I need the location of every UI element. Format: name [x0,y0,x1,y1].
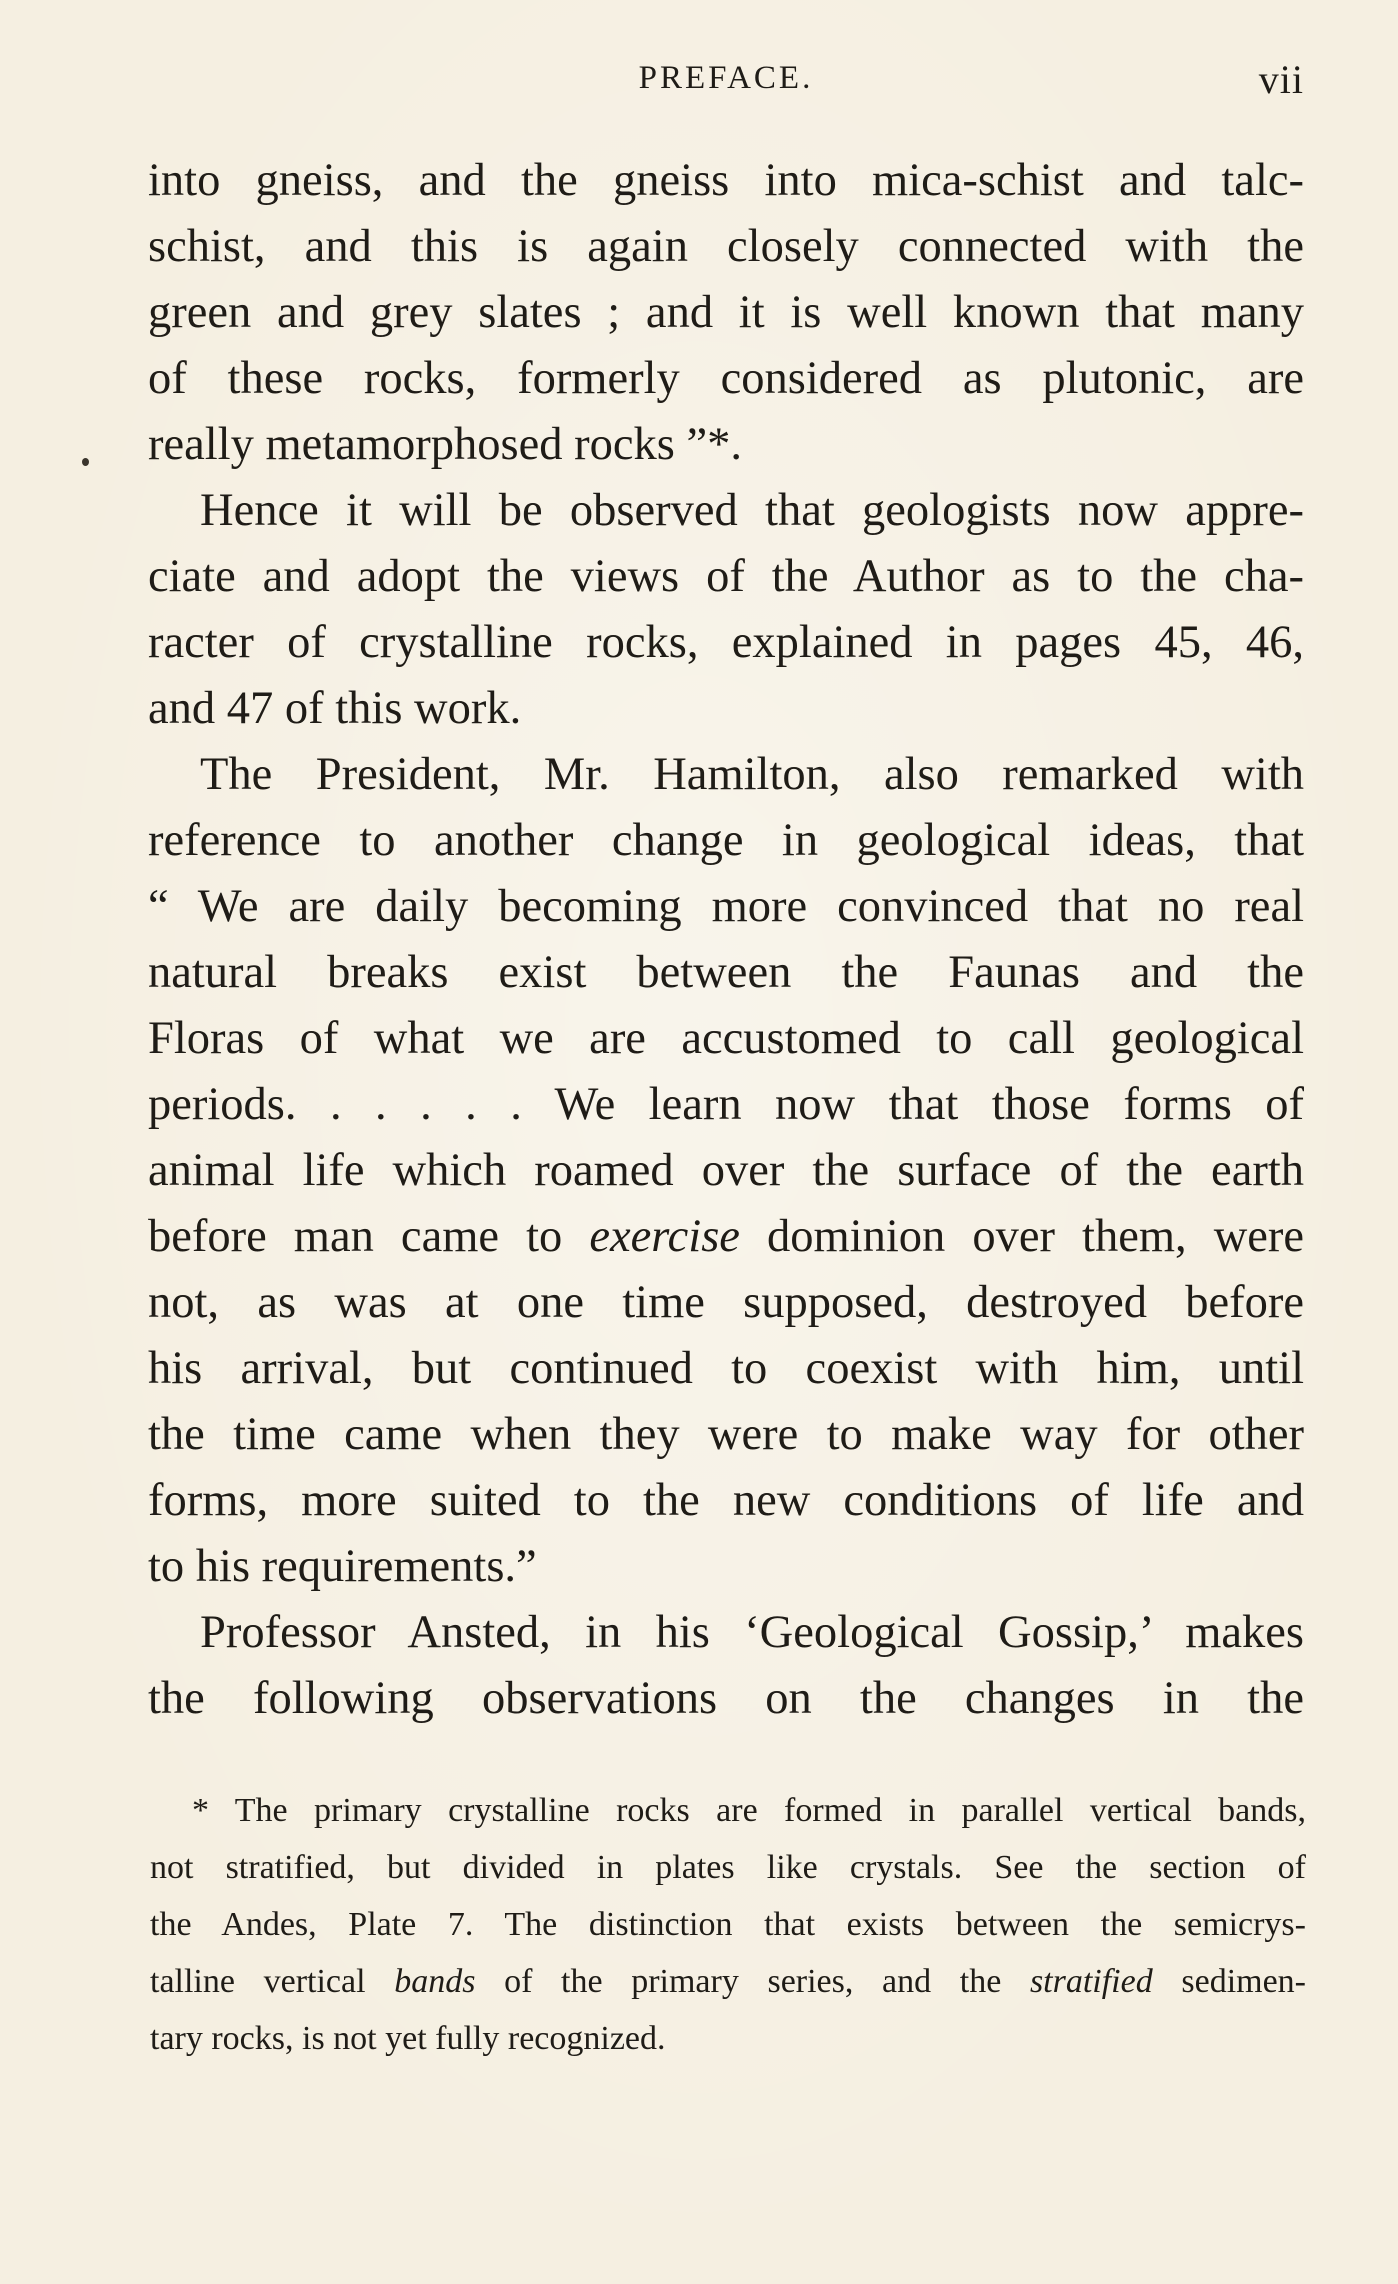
text-segment: talline vertical [150,1963,366,2000]
text-line: Hence it will be observed that geologists now appre- [200,485,1304,536]
text-line: the time came when they were to make way for other [148,1409,1304,1460]
text-line: not, as was at one time supposed, destroyed before [148,1277,1304,1328]
text-line: periods. . . . . . We learn now that those forms of [148,1079,1304,1130]
text-line: ciate and adopt the views of the Author as to the cha- [148,551,1304,602]
text-segment: sedimen- [1181,1963,1307,2000]
text-line: to his requirements.” [148,1541,537,1592]
text-line: reference to another change in geological ideas, that [148,815,1304,866]
text-line: really metamorphosed rocks ”*. [148,419,742,470]
footnote-line: not stratified, but divided in plates like crystals. See the section of [150,1849,1306,1886]
text-segment: dominion over them, were [767,1211,1305,1262]
running-title: PREFACE. [638,60,814,96]
text-line: Professor Ansted, in his ‘Geological Gossip,’ makes [200,1607,1304,1658]
footnote-line [150,1953,1306,2010]
footnote-line: the Andes, Plate 7. The distinction that exists between the semicrys- [150,1906,1306,1943]
footnote [150,1782,1306,2067]
text-line [148,1204,1304,1270]
text-line: green and grey slates ; and it is well known that many [148,287,1304,338]
text-segment: before man came to [148,1211,563,1262]
text-line: The President, Mr. Hamilton, also remarked with [200,749,1304,800]
text-segment: of the primary series, and the [504,1963,1002,2000]
body-text [148,148,1304,1732]
text-line: Floras of what we are accustomed to call geological [148,1013,1304,1064]
running-head [148,57,1304,112]
text-line: schist, and this is again closely connected with the [148,221,1304,272]
text-line: natural breaks exist between the Faunas and the [148,947,1304,998]
text-line: animal life which roamed over the surface of the earth [148,1145,1304,1196]
text-line: racter of crystalline rocks, explained in pages 45, 46, [148,617,1304,668]
footnote-line: * The primary crystalline rocks are formed in parallel vertical bands, [192,1792,1306,1829]
text-line: his arrival, but continued to coexist with him, until [148,1343,1304,1394]
italic-word: exercise [589,1211,740,1262]
text-line: forms, more suited to the new conditions of life and [148,1475,1304,1526]
text-line: the following observations on the changes in the [148,1673,1304,1724]
text-line: and 47 of this work. [148,683,522,734]
italic-word: stratified [1029,1963,1153,2000]
footnote-line: tary rocks, is not yet fully recognized. [150,2020,666,2057]
text-line: “ We are daily becoming more convinced that no real [148,881,1304,932]
text-line: into gneiss, and the gneiss into mica-schist and talc- [148,155,1304,206]
page-number: vii [1258,57,1304,102]
italic-word: bands [394,1963,476,2000]
margin-dot [82,458,89,466]
text-line: of these rocks, formerly considered as plutonic, are [148,353,1304,404]
